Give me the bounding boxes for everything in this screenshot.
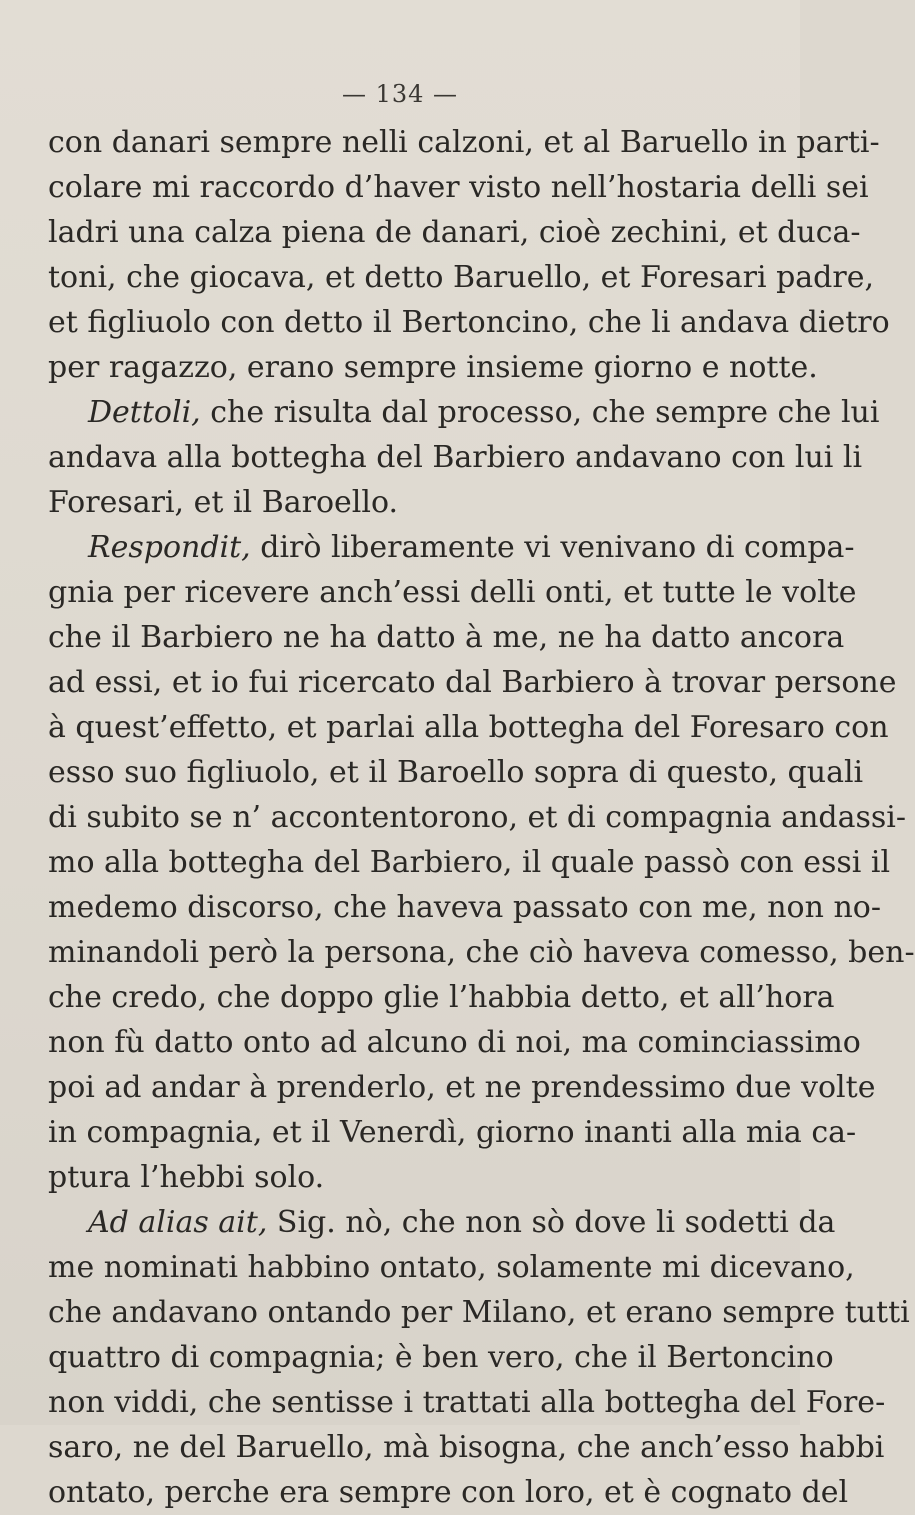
text-line: ad essi, et io fui ricercato dal Barbiero à trovar persone (48, 665, 897, 700)
paragraph-first-line: dirò liberamente vi venivano di compa- (250, 530, 855, 565)
text-line: con danari sempre nelli calzoni, et al Baruello in parti- (48, 125, 880, 160)
text-line: colare mi raccordo d’haver visto nell’hostaria delli sei (48, 170, 869, 205)
text-line: minandoli però la persona, che ciò haveva comesso, ben- (48, 935, 915, 970)
paragraph-first-line: Sig. nò, che non sò dove li sodetti da (267, 1205, 836, 1240)
paragraph-first-line: che risulta dal processo, che sempre che lui (200, 395, 880, 430)
paragraph-lead: Ad alias ait, (88, 1205, 268, 1240)
text-line: quattro di compagnia; è ben vero, che il Bertoncino (48, 1340, 834, 1375)
text-line (48, 390, 880, 435)
text-line: ontato, perche era sempre con loro, et è cognato del (48, 1475, 849, 1510)
text-line: in compagnia, et il Venerdì, giorno inanti alla mia ca- (48, 1115, 857, 1150)
text-line: che credo, che doppo glie l’habbia detto, et all’hora (48, 980, 835, 1015)
page-body (48, 120, 915, 1515)
text-line: poi ad andar à prenderlo, et ne prendessimo due volte (48, 1070, 876, 1105)
text-line: che andavano ontando per Milano, et erano sempre tutti (48, 1295, 910, 1330)
text-line: ptura l’hebbi solo. (48, 1160, 325, 1195)
text-line: andava alla bottegha del Barbiero andavano con lui li (48, 440, 863, 475)
text-line: à quest’effetto, et parlai alla bottegha del Foresaro con (48, 710, 889, 745)
text-line: che il Barbiero ne ha datto à me, ne ha datto ancora (48, 620, 845, 655)
text-line: me nominati habbino ontato, solamente mi dicevano, (48, 1250, 855, 1285)
text-line: mo alla bottegha del Barbiero, il quale passò con essi il (48, 845, 891, 880)
page-number: — 134 — (341, 80, 459, 108)
text-line: per ragazzo, erano sempre insieme giorno e notte. (48, 350, 818, 385)
paragraph-lead: Respondit, (88, 530, 251, 565)
text-line (48, 525, 855, 570)
text-line: Foresari, et il Baroello. (48, 485, 399, 520)
text-line: ladri una calza piena de danari, cioè zechini, et duca- (48, 215, 861, 250)
text-line: saro, ne del Baruello, mà bisogna, che anch’esso habbi (48, 1430, 885, 1465)
text-line: et figliuolo con detto il Bertoncino, che li andava dietro (48, 305, 890, 340)
text-line: di subito se n’ accontentorono, et di compagnia andassi- (48, 800, 907, 835)
text-line: gnia per ricevere anch’essi delli onti, et tutte le volte (48, 575, 857, 610)
paragraph-lead: Dettoli, (88, 395, 201, 430)
text-line: medemo discorso, che haveva passato con me, non no- (48, 890, 881, 925)
text-line: esso suo figliuolo, et il Baroello sopra di questo, quali (48, 755, 864, 790)
text-line: non fù datto onto ad alcuno di noi, ma cominciassimo (48, 1025, 861, 1060)
text-line: toni, che giocava, et detto Baruello, et Foresari padre, (48, 260, 875, 295)
text-line: non viddi, che sentisse i trattati alla bottegha del Fore- (48, 1385, 886, 1420)
text-line (48, 1200, 836, 1245)
